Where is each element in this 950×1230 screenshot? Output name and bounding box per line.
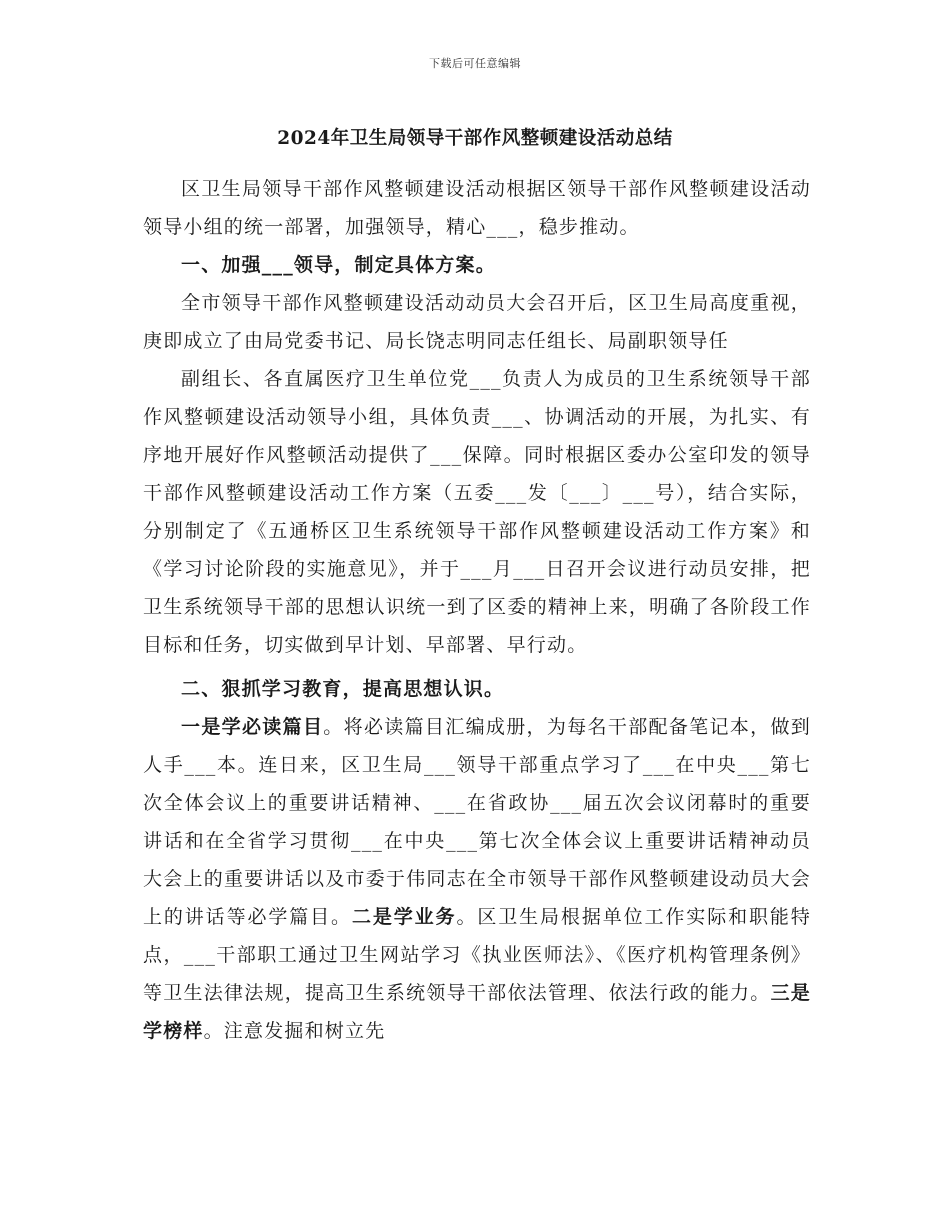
bold-lead-2: 二是学业务 <box>351 906 457 928</box>
document-title: 2024年卫生局领导干部作风整顿建设活动总结 <box>277 128 673 149</box>
section-heading-1: 一、加强___领导，制定具体方案。 <box>181 254 496 276</box>
paragraph-section1-a: 全市领导干部作风整顿建设活动动员大会召开后，区卫生局高度重视，庚即成立了由局党委书记、局长饶志明同志任组长、局副职领导任 <box>143 292 811 352</box>
paragraph-intro: 区卫生局领导干部作风整顿建设活动根据区领导干部作风整顿建设活动领导小组的统一部署，加强领导，精心___，稳步推动。 <box>143 178 811 238</box>
paragraph-section1-b: 副组长、各直属医疗卫生单位党___负责人为成员的卫生系统领导干部作风整顿建设活动领导小组，具体负责___、协调活动的开展，为扎实、有序地开展好作风整顿活动提供了___保障。同时根据区委办公室印发的领导干部作风整顿建设活动工作方案（五委___发〔___〕___号），结合实际，分别制定了《五通桥区卫生系统领导干部作风整顿建设活动工作方案》和《学习讨论阶段的实施意见》，并于___月___日召开会议进行动员安排，把卫生系统领导干部的思想认识统一到了区委的精神上来，明确了各阶段工作目标和任务，切实做到早计划、早部署、早行动。 <box>143 368 811 656</box>
text-run-3: 。注意发掘和树立先 <box>203 1020 386 1042</box>
bold-lead-1: 一是学必读篇目 <box>181 716 324 738</box>
page-header-note: 下载后可任意编辑 <box>429 57 521 70</box>
paragraph-section2 <box>143 708 811 1050</box>
document-body <box>143 170 811 1050</box>
bold-lead-3: 三是学榜样 <box>143 982 812 1042</box>
text-run-2: 。区卫生局根据单位工作实际和职能特点，___干部职工通过卫生网站学习《执业医师法》、《医疗机构管理条例》等卫生法律法规，提高卫生系统领导干部依法管理、依法行政的能力。 <box>143 906 811 1004</box>
text-run-1: 。将必读篇目汇编成册，为每名干部配备笔记本，做到人手___本。连日来，区卫生局___领导干部重点学习了___在中央___第七次全体会议上的重要讲话精神、___在省政协___届五次会议闭幕时的重要讲话和在全省学习贯彻___在中央___第七次全体会议上重要讲话精神动员大会上的重要讲话以及市委于伟同志在全市领导干部作风整顿建设动员大会上的讲话等必学篇目。 <box>143 716 811 928</box>
section-heading-2: 二、狠抓学习教育，提高思想认识。 <box>181 678 505 700</box>
